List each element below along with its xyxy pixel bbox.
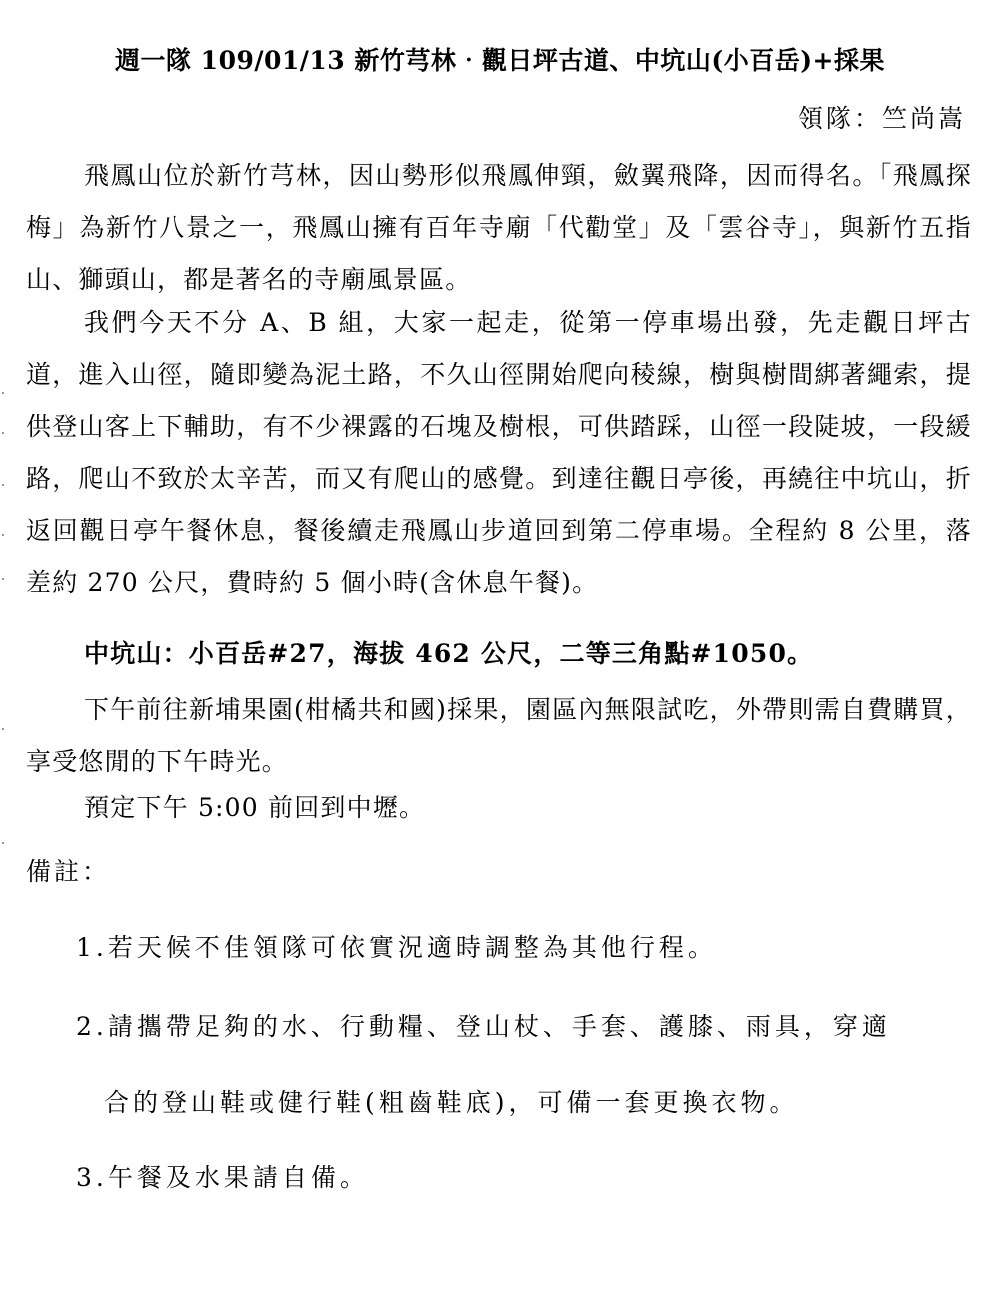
note-item-2-continued: 合的登山鞋或健行鞋(粗齒鞋底)，可備一套更換衣物。: [104, 1088, 799, 1117]
return-time: 預定下午 5:00 前回到中壢。: [84, 793, 426, 822]
document-title: 週一隊 109/01/13 新竹芎林‧觀日坪古道、中坑山(小百岳)+採果: [114, 46, 886, 75]
margin-mark: [2, 392, 4, 394]
margin-mark: [2, 578, 4, 580]
margin-mark: [2, 534, 4, 536]
note-item-2: 2.請攜帶足夠的水、行動糧、登山杖、手套、護膝、雨具，穿適: [76, 1012, 891, 1041]
route-paragraph: 我們今天不分 A、B 組，大家一起走，從第一停車場出發，先走觀日坪古道，進入山徑，隨即變為泥土路，不久山徑開始爬向稜線，樹與樹間綁著繩索，提供登山客上下輔助，有不少裸露的石塊及樹根，可供踏踩，山徑一段陡坡，一段緩路，爬山不致於太辛苦，而又有爬山的感覺。到達往觀日亭後，再繞往中坑山，折返回觀日亭午餐休息，餐後續走飛鳳山步道回到第二停車場。全程約 8 公里，落差約 270 公尺，費時約 5 個小時(含休息午餐)。: [26, 308, 972, 597]
note-item-3: 3.午餐及水果請自備。: [76, 1163, 369, 1192]
margin-mark: [2, 842, 4, 844]
notes-heading: 備註：: [26, 857, 111, 886]
team-leader: 領隊：竺尚嵩: [797, 104, 966, 133]
margin-mark: [2, 432, 4, 434]
margin-mark: [2, 728, 4, 730]
note-item-1: 1.若天候不佳領隊可依實況適時調整為其他行程。: [76, 933, 717, 962]
margin-mark: [2, 484, 4, 486]
fruit-picking-paragraph: 下午前往新埔果園(柑橘共和國)採果，園區內無限試吃，外帶則需自費購買，享受悠閒的下午時光。: [26, 695, 972, 776]
summit-info: 中坑山：小百岳#27，海拔 462 公尺，二等三角點#1050。: [84, 639, 814, 668]
intro-paragraph: 飛鳳山位於新竹芎林，因山勢形似飛鳳伸頸，斂翼飛降，因而得名。「飛鳳探梅」為新竹八景之一，飛鳳山擁有百年寺廟「代勸堂」及「雲谷寺」，與新竹五指山、獅頭山，都是著名的寺廟風景區。: [26, 161, 972, 294]
